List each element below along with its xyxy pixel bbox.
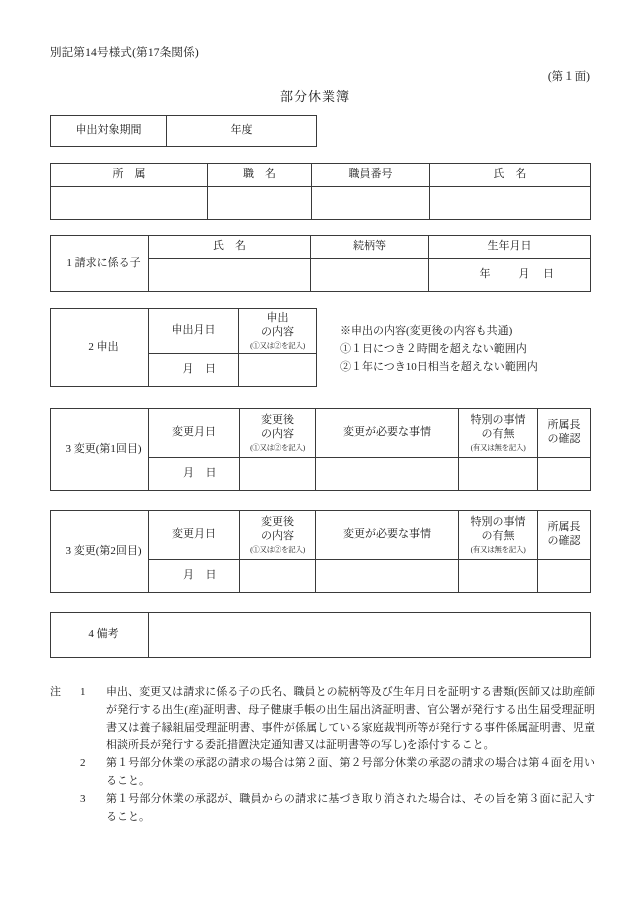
application-day-label: 日 — [205, 363, 216, 376]
application-note-line3: ②１年につき10日相当を超えない範囲内 — [340, 361, 538, 374]
change-first-date-header: 変更月日 — [149, 409, 240, 458]
change-first-special-header-line2: の有無 — [481, 427, 515, 440]
change-first-reason-header: 変更が必要な事情 — [316, 409, 459, 458]
change-first-content-value[interactable] — [240, 458, 316, 491]
change-second-special-value[interactable] — [459, 560, 538, 593]
child-section-label: 1 請求に係る子 — [51, 236, 149, 292]
application-content-note-block — [340, 322, 538, 376]
footnote-marker: 注 — [50, 686, 61, 698]
change-first-special-header-line1: 特別の事情 — [470, 414, 526, 427]
footnote-item — [50, 755, 595, 791]
table-header-row — [51, 164, 591, 187]
child-birth-year-label: 年 — [479, 268, 491, 281]
employee-affiliation-value[interactable] — [51, 187, 208, 220]
table-header-row — [51, 309, 317, 354]
footnote-item — [50, 791, 595, 827]
change-second-special-header-note: (有又は無を記入) — [470, 544, 526, 554]
application-period-value[interactable]: 年度 — [167, 116, 317, 147]
employee-number-header: 職員番号 — [312, 164, 430, 187]
change-table-second — [50, 510, 591, 593]
footnote-text: 第１号部分休業の承認が、職員からの請求に基づき取り消された場合は、その旨を第３面に記入すること。 — [106, 792, 595, 823]
change-second-month-label: 月 — [183, 569, 194, 582]
remarks-table — [50, 612, 591, 658]
footnote-number: 3 — [80, 792, 86, 805]
change-second-date-value[interactable] — [149, 560, 240, 593]
application-note-line1: ※申出の内容(変更後の内容も共通) — [340, 325, 513, 337]
child-relation-header: 続柄等 — [311, 236, 429, 259]
change-first-special-header — [459, 409, 538, 458]
change-first-confirm-header-line2: の確認 — [547, 433, 581, 445]
change-second-content-value[interactable] — [240, 560, 316, 593]
child-name-header: 氏 名 — [149, 236, 311, 259]
change-second-content-header-line2: の内容 — [261, 529, 294, 542]
table-header-row — [51, 236, 591, 259]
change-first-content-header-note: (①又は②を記入) — [250, 442, 305, 452]
page-face-label: (第１面) — [547, 71, 590, 83]
change-second-day-label: 日 — [205, 569, 217, 582]
child-birth-day-label: 日 — [543, 268, 554, 281]
application-content-value[interactable] — [239, 354, 317, 387]
footnote-text: 第１号部分休業の承認の請求の場合は第２面、第２号部分休業の承認の請求の場合は第４面を用いること。 — [106, 757, 595, 788]
child-table — [50, 235, 591, 292]
change-first-confirm-value[interactable] — [538, 458, 591, 491]
employee-position-header: 職 名 — [208, 164, 312, 187]
change-table-first — [50, 408, 591, 491]
table-header-row — [51, 511, 591, 560]
application-content-header-note: (①又は②を記入) — [250, 340, 305, 350]
employee-number-value[interactable] — [312, 187, 430, 220]
table-row — [51, 116, 317, 147]
employee-table — [50, 163, 591, 220]
change-second-content-header-line1: 変更後 — [261, 516, 294, 529]
application-table — [50, 308, 317, 387]
change-second-content-header — [240, 511, 316, 560]
application-content-header-line1: 申出 — [266, 312, 289, 325]
change-first-special-header-note: (有又は無を記入) — [470, 442, 526, 452]
application-period-table — [50, 115, 317, 147]
change-second-special-header-line1: 特別の事情 — [470, 516, 526, 529]
change-first-day-label: 日 — [205, 467, 217, 480]
change-first-month-label: 月 — [183, 467, 194, 480]
application-month-label: 月 — [182, 363, 194, 376]
page-title: 部分休業簿 — [279, 89, 350, 104]
footnote-text: 申出、変更又は請求に係る子の氏名、職員との続柄等及び生年月日を証明する書類(医師又は助産師が発行する出生(産)証明書、母子健康手帳の出生届出済証明書、官公署が発行する出生届受理証明書又は養子縁組届受理証明書、事件が係属している家庭裁判所等が発行する事件係属証明書、児童相談所長が発行する委託措置決定通知書又は証明書等の写し)を添付すること。 — [106, 686, 595, 752]
change-second-section-label: 3 変更(第2回目) — [51, 511, 149, 593]
change-first-section-label: 3 変更(第1回目) — [51, 409, 149, 491]
change-second-confirm-header — [538, 511, 591, 560]
table-row — [51, 613, 591, 658]
child-birthdate-value[interactable] — [429, 259, 591, 292]
table-header-row — [51, 409, 591, 458]
change-first-content-header-line1: 変更後 — [261, 414, 294, 427]
child-birthdate-header: 生年月日 — [429, 236, 591, 259]
change-second-confirm-value[interactable] — [538, 560, 591, 593]
employee-name-value[interactable] — [430, 187, 591, 220]
remarks-section-label: 4 備考 — [51, 613, 149, 658]
change-second-special-header — [459, 511, 538, 560]
application-period-label: 申出対象期間 — [51, 116, 167, 147]
change-second-reason-header: 変更が必要な事情 — [316, 511, 459, 560]
application-section-label: 2 申出 — [51, 309, 149, 387]
change-second-special-header-line2: の有無 — [481, 529, 515, 542]
application-note-line2: ①１日につき２時間を超えない範囲内 — [340, 343, 527, 356]
change-second-content-header-note: (①又は②を記入) — [250, 544, 305, 554]
change-first-content-header-line2: の内容 — [261, 427, 294, 440]
application-date-value[interactable] — [149, 354, 239, 387]
employee-name-header: 氏 名 — [430, 164, 591, 187]
change-second-confirm-header-line1: 所属長 — [547, 521, 581, 534]
application-date-header: 申出月日 — [149, 309, 239, 354]
footnote-item — [50, 684, 595, 755]
change-first-content-header — [240, 409, 316, 458]
change-second-reason-value[interactable] — [316, 560, 459, 593]
change-first-date-value[interactable] — [149, 458, 240, 491]
child-name-value[interactable] — [149, 259, 311, 292]
application-content-header-line2: の内容 — [261, 325, 294, 338]
form-number: 別記第14号様式(第17条関係) — [50, 47, 199, 59]
footnote-number: 2 — [80, 757, 86, 770]
child-birth-month-label: 月 — [518, 268, 530, 281]
change-second-date-header: 変更月日 — [149, 511, 240, 560]
footnote-number: 1 — [80, 686, 86, 698]
child-relation-value[interactable] — [311, 259, 429, 292]
remarks-value[interactable] — [149, 613, 591, 658]
table-row — [51, 187, 591, 220]
application-content-header — [239, 309, 317, 354]
employee-position-value[interactable] — [208, 187, 312, 220]
employee-affiliation-header: 所 属 — [51, 164, 208, 187]
change-second-confirm-header-line2: の確認 — [547, 535, 581, 547]
footnotes — [50, 684, 595, 827]
change-first-confirm-header-line1: 所属長 — [547, 419, 581, 432]
change-first-reason-value[interactable] — [316, 458, 459, 491]
change-first-special-value[interactable] — [459, 458, 538, 491]
change-first-confirm-header — [538, 409, 591, 458]
